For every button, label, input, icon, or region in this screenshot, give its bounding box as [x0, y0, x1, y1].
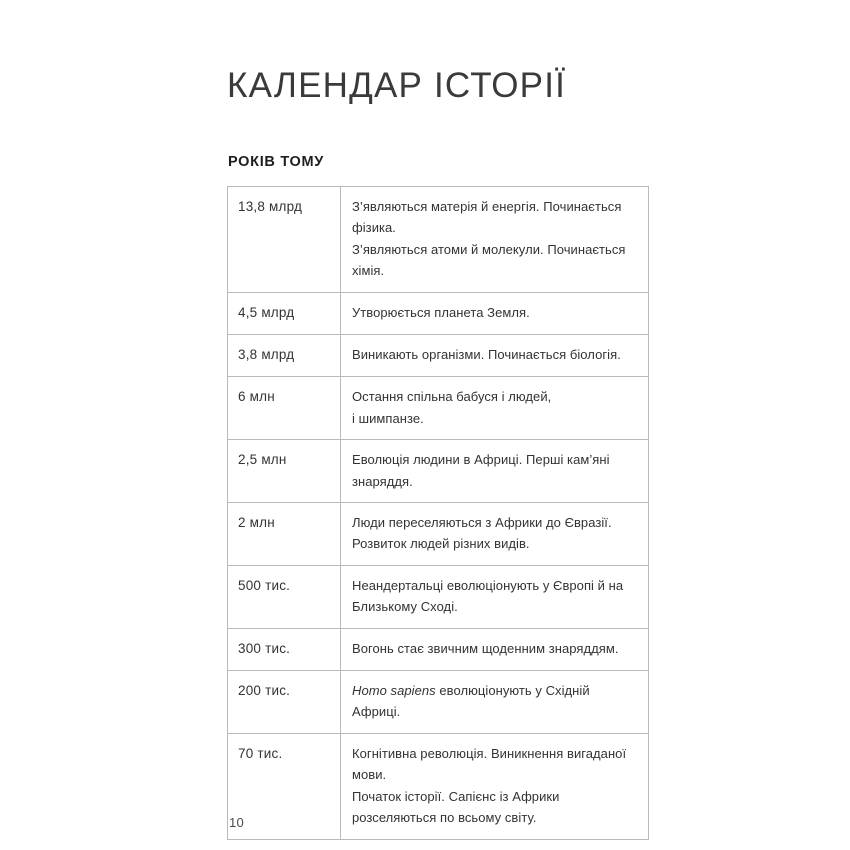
event-line: Люди переселяються з Африки до Євразії.: [352, 515, 612, 531]
section-heading-years-ago: РОКІВ ТОМУ: [228, 154, 325, 170]
event-line-italic: Homo sapiens: [352, 683, 436, 699]
event-line: [352, 680, 639, 701]
event-line: знаряддя.: [352, 473, 413, 489]
event-line: Африці.: [352, 704, 401, 720]
table-row: [228, 671, 649, 734]
table-row: [228, 565, 649, 628]
cell-years-ago: 300 тис.: [228, 628, 341, 670]
cell-event-description: [341, 335, 649, 377]
page-number: 10: [229, 815, 245, 830]
cell-event-description: [341, 565, 649, 628]
cell-event-description: [341, 187, 649, 293]
event-line: Остання спільна бабуся і людей,: [352, 389, 552, 405]
cell-event-description: [341, 733, 649, 839]
cell-years-ago: 200 тис.: [228, 671, 341, 734]
event-line: Вогонь стає звичним щоденним знаряддям.: [352, 640, 619, 656]
cell-years-ago: 13,8 млрд: [228, 187, 341, 293]
page-title: КАЛЕНДАР ІСТОРІЇ: [227, 66, 567, 106]
table-row: [228, 335, 649, 377]
table-row: [228, 292, 649, 334]
history-calendar-table: [227, 186, 649, 840]
cell-event-description: [341, 628, 649, 670]
event-line: розселяються по всьому світу.: [352, 810, 537, 826]
table-row: [228, 187, 649, 293]
event-line: Розвиток людей різних видів.: [352, 536, 530, 552]
event-line: Еволюція людини в Африці. Перші кам’яні: [352, 452, 610, 468]
event-line: Виникають організми. Починається біологія.: [352, 347, 621, 363]
cell-years-ago: 3,8 млрд: [228, 335, 341, 377]
cell-years-ago: 70 тис.: [228, 733, 341, 839]
table-row: [228, 377, 649, 440]
event-line: З’являються атоми й молекули. Починається: [352, 241, 626, 257]
event-line: Утворюється планета Земля.: [352, 304, 530, 320]
event-line: мови.: [352, 767, 387, 783]
cell-event-description: [341, 377, 649, 440]
event-line: Близькому Сході.: [352, 599, 458, 615]
event-line: Неандертальці еволюціонують у Європі й на: [352, 577, 624, 593]
table-body: [228, 187, 649, 840]
event-line: хімія.: [352, 263, 385, 279]
cell-years-ago: 500 тис.: [228, 565, 341, 628]
cell-years-ago: 2,5 млн: [228, 440, 341, 503]
cell-years-ago: 2 млн: [228, 503, 341, 566]
event-line: і шимпанзе.: [352, 410, 424, 426]
table-row: [228, 440, 649, 503]
cell-years-ago: 6 млн: [228, 377, 341, 440]
event-line: Когнітивна революція. Виникнення вигаданої: [352, 745, 627, 761]
cell-event-description: [341, 503, 649, 566]
cell-event-description: [341, 440, 649, 503]
event-line: З’являються матерія й енергія. Починається: [352, 199, 622, 214]
cell-event-description: [341, 671, 649, 734]
event-line: фізика.: [352, 220, 396, 236]
cell-event-description: [341, 292, 649, 334]
table-row: [228, 628, 649, 670]
event-line-rest: еволюціонують у Східній: [435, 683, 590, 699]
table-row: [228, 733, 649, 839]
event-line: Початок історії. Сапієнс із Африки: [352, 788, 560, 804]
table-row: [228, 503, 649, 566]
cell-years-ago: 4,5 млрд: [228, 292, 341, 334]
